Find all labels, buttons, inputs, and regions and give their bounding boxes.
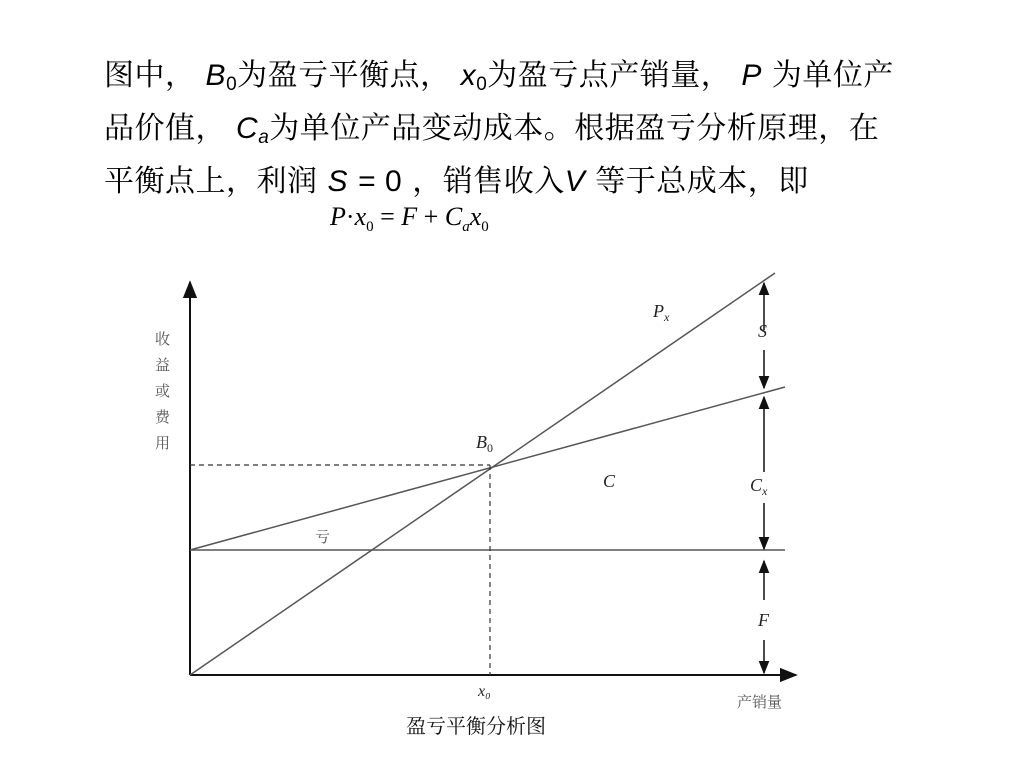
formula-dot: · <box>345 202 355 231</box>
formula-x2: x <box>469 202 482 231</box>
v-symbol: V <box>564 165 586 198</box>
x0-symbol: x <box>460 59 477 92</box>
y-axis-label-char-1: 收 <box>155 330 171 348</box>
text-run: 为盈亏点产销量， <box>487 58 732 93</box>
text-run: 图中， <box>104 58 196 93</box>
y-axis-label-char-3: 或 <box>155 382 171 400</box>
formula-x-sub: 0 <box>366 219 374 235</box>
text-run: 等于总成本，即 <box>595 164 809 199</box>
x0-label: x₀ <box>478 683 491 700</box>
profit-label: S <box>758 321 767 341</box>
revenue-line-label-sub: x <box>664 310 670 324</box>
y-axis-label <box>155 330 175 452</box>
b0-label-sub: 0 <box>487 441 493 455</box>
formula-c-sub: a <box>462 219 470 235</box>
b0-subscript: 0 <box>226 74 238 95</box>
variable-cost-label-main: C <box>750 475 763 495</box>
formula-f: F <box>401 202 418 231</box>
b0-symbol: B <box>205 59 227 92</box>
total-cost-line <box>190 387 785 550</box>
fixed-cost-label: F <box>758 610 769 630</box>
x-axis-label: 产销量 <box>737 693 783 711</box>
text-run: 为单位产品变动成本。根据盈亏分析原理，在 <box>269 111 880 146</box>
variable-cost-label-sub: x <box>762 484 768 498</box>
x0-subscript: 0 <box>476 74 488 95</box>
cost-region-label: C <box>603 471 616 491</box>
text-run: 为盈亏平衡点， <box>237 58 451 93</box>
y-axis-label-char-5: 用 <box>155 434 171 452</box>
loss-label: 亏 <box>315 528 331 546</box>
text-run: 平衡点上，利润 <box>104 164 318 199</box>
formula-x: x <box>354 202 367 231</box>
p-symbol: P <box>741 59 762 92</box>
text-run: ，销售收入 <box>412 164 565 199</box>
b0-label <box>476 432 493 455</box>
y-axis-label-char-2: 益 <box>155 356 171 374</box>
formula-x2-sub: 0 <box>481 219 489 235</box>
ca-symbol: C <box>236 112 259 145</box>
s-equals: = 0 <box>358 165 403 198</box>
formula-plus: + <box>423 202 439 231</box>
diagram-caption: 盈亏平衡分析图 <box>406 714 546 738</box>
revenue-line <box>190 273 775 675</box>
text-run: 品价值， <box>104 111 226 146</box>
variable-cost-label <box>750 475 768 498</box>
y-axis-label-char-4: 费 <box>155 408 171 426</box>
ca-subscript: a <box>258 127 270 148</box>
formula-equals: = <box>380 202 395 231</box>
revenue-line-label-main: P <box>653 301 664 321</box>
b0-label-main: B <box>476 432 487 452</box>
text-run: 为单位产 <box>771 58 894 93</box>
formula-p: P <box>330 202 346 231</box>
revenue-line-label <box>652 301 670 324</box>
formula-c: C <box>444 202 463 231</box>
s-symbol: S <box>327 165 349 198</box>
